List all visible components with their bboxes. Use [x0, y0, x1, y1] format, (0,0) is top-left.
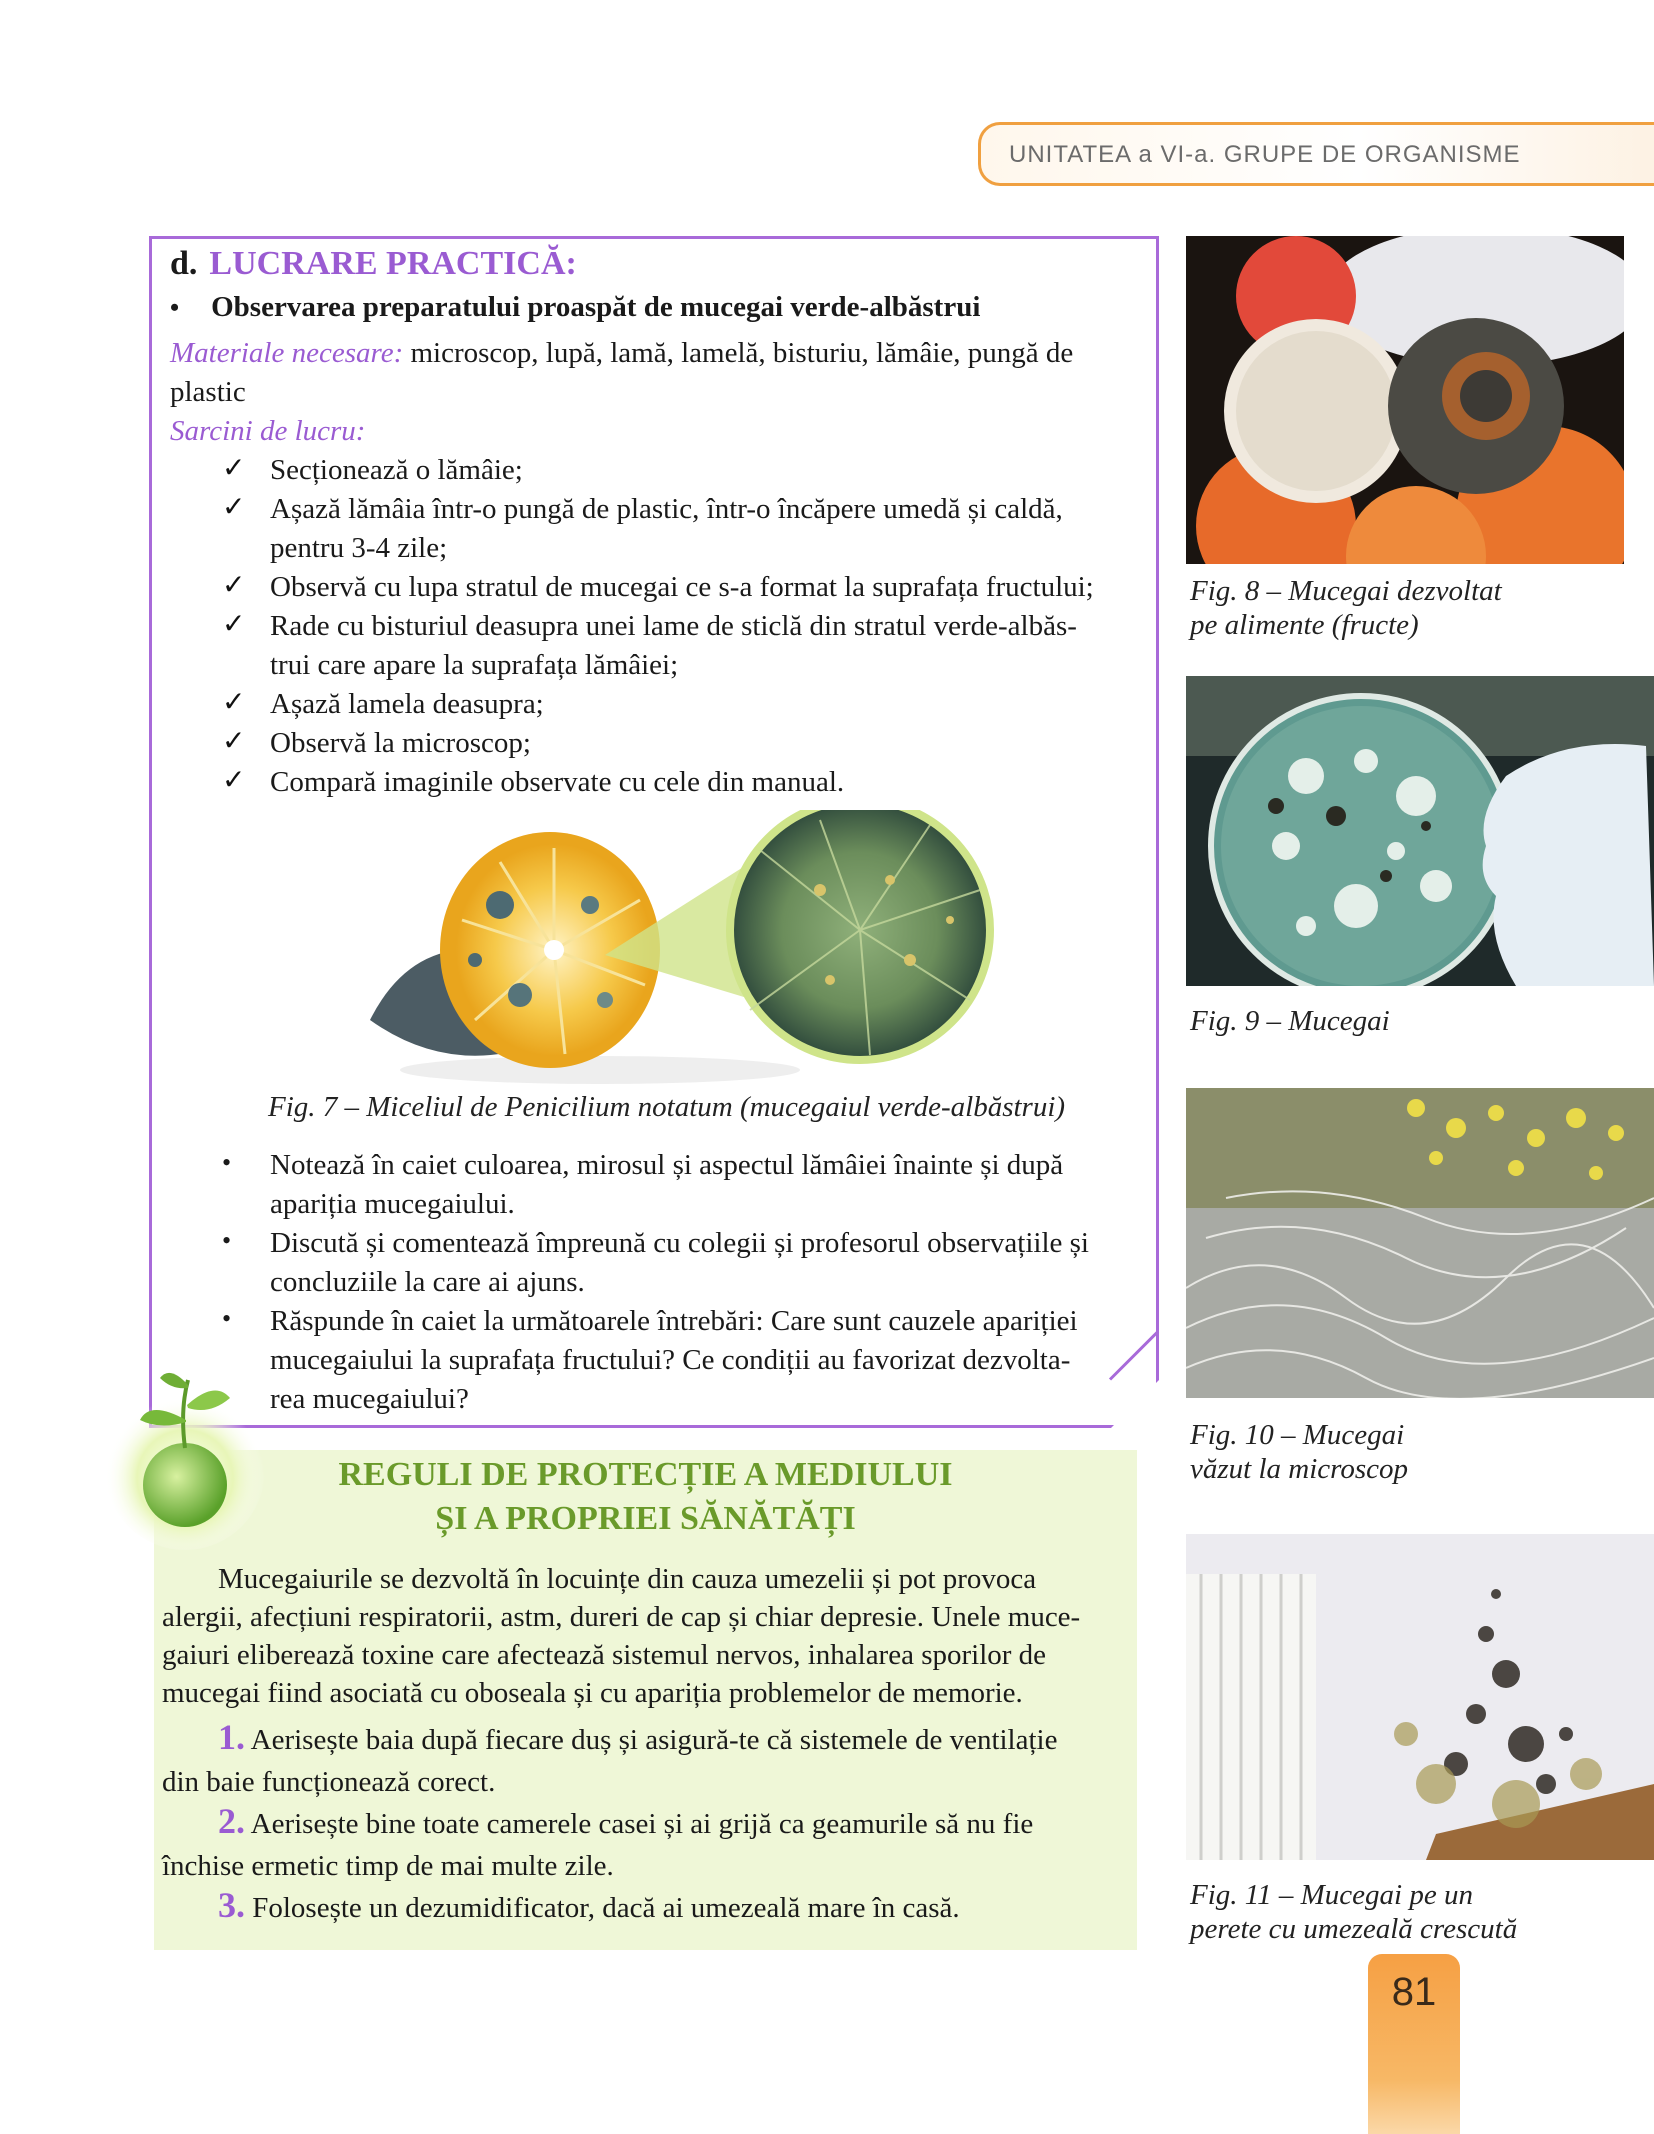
bullet: • [222, 1226, 232, 1255]
fig10-caption: Fig. 10 – Mucegai [1190, 1419, 1405, 1451]
rules-intro-cont: mucegai fiind asociată cu oboseala și cu apariția problemelor de memorie. [162, 1677, 1023, 1709]
check-icon: ✓ [222, 451, 246, 484]
fig9-caption: Fig. 9 – Mucegai [1190, 1005, 1390, 1037]
task-item: Așază lamela deasupra; [270, 688, 544, 720]
bullet: • [170, 293, 180, 322]
materials-text: microscop, lupă, lamă, lamelă, bisturiu, lămâie, pungă de [403, 337, 1074, 369]
check-icon: ✓ [222, 724, 246, 757]
section-letter: d. [170, 245, 198, 282]
practical-subtitle: Observarea preparatului proaspăt de mucegai verde-albăstrui [211, 291, 981, 323]
fig8-caption: Fig. 8 – Mucegai dezvoltat [1190, 575, 1502, 607]
rule-item-2 [218, 1802, 1033, 1844]
rule-number: 2. [218, 1801, 245, 1841]
after-item: Notează în caiet culoarea, mirosul și aspectul lămâiei înainte și după [270, 1149, 1064, 1181]
rules-title-line2: ȘI A PROPRIEI SĂNĂTĂȚI [435, 1500, 856, 1537]
task-item: Observă cu lupa stratul de mucegai ce s-a format la suprafața fructului; [270, 571, 1094, 603]
task-item: Așază lămâia într-o pungă de plastic, într-o încăpere umedă și caldă, [270, 493, 1063, 525]
rule-number: 1. [218, 1717, 245, 1757]
task-item: Secționează o lămâie; [270, 454, 523, 486]
rule-text: Folosește un dezumidificator, dacă ai umezeală mare în casă. [245, 1892, 960, 1924]
after-item-cont: concluziile la care ai ajuns. [270, 1266, 585, 1298]
bullet: • [222, 1304, 232, 1333]
check-icon: ✓ [222, 607, 246, 640]
materials-text-cont: plastic [170, 376, 246, 408]
check-icon: ✓ [222, 685, 246, 718]
after-item-cont: mucegaiului la suprafața fructului? Ce condiții au favorizat dezvolta- [270, 1344, 1071, 1376]
practical-subtitle-row [170, 288, 980, 327]
rule-item-3 [218, 1886, 960, 1928]
rules-intro: Mucegaiurile se dezvoltă în locuințe din cauza umezelii și pot provoca [218, 1563, 1037, 1595]
rule-text: Aerisește bine toate camerele casei și ai grijă ca geamurile să nu fie [245, 1808, 1034, 1840]
rule-item-2-cont: închise ermetic timp de mai multe zile. [162, 1850, 614, 1882]
rule-item-1-cont: din baie funcționează corect. [162, 1766, 496, 1798]
task-item: Compară imaginile observate cu cele din manual. [270, 766, 845, 798]
lemon-mold-illustration [350, 810, 1010, 1090]
materials-row [170, 334, 1073, 373]
rules-intro-cont: gaiuri eliberează toxine care afectează sistemul nervos, inhalarea sporilor de [162, 1639, 1047, 1671]
section-label: LUCRARE PRACTICĂ: [209, 245, 577, 282]
task-item: Observă la microscop; [270, 727, 531, 759]
unit-title: UNITATEA a VI-a. GRUPE DE ORGANISME [1009, 141, 1521, 168]
fig11-caption-cont: perete cu umezeală crescută [1190, 1913, 1518, 1945]
unit-header-tab [978, 122, 1654, 186]
fig11-caption: Fig. 11 – Mucegai pe un [1190, 1879, 1473, 1911]
check-icon: ✓ [222, 490, 246, 523]
rule-text: Aerisește baia după fiecare duș și asigură-te că sistemele de ventilație [245, 1724, 1058, 1756]
after-item: Răspunde în caiet la următoarele întrebări: Care sunt cauzele apariției [270, 1305, 1078, 1337]
fig10-caption-cont: văzut la microscop [1190, 1453, 1409, 1485]
fig8-caption-cont: pe alimente (fructe) [1190, 609, 1419, 641]
materials-label: Materiale necesare: [170, 337, 404, 369]
after-item: Discută și comentează împreună cu colegii și profesorul observațiile și [270, 1227, 1089, 1259]
rule-item-1 [218, 1718, 1057, 1760]
bullet: • [222, 1148, 232, 1177]
task-item-cont: pentru 3-4 zile; [270, 532, 448, 564]
fig7-caption: Fig. 7 – Miceliul de Penicilium notatum (mucegaiul verde-albăstrui) [268, 1091, 1066, 1123]
fig10-photo-mold-microscope [1186, 1088, 1654, 1398]
check-icon: ✓ [222, 568, 246, 601]
rules-title-line1: REGULI DE PROTECȚIE A MEDIULUI [338, 1456, 953, 1493]
task-item: Rade cu bisturiul deasupra unei lame de sticlă din stratul verde-albăs- [270, 610, 1077, 642]
tasks-label: Sarcini de lucru: [170, 415, 366, 447]
task-item-cont: trui care apare la suprafața lămâiei; [270, 649, 679, 681]
practical-title [170, 245, 577, 283]
rules-intro-cont: alergii, afecțiuni respiratorii, astm, dureri de cap și chiar depresie. Unele muce- [162, 1601, 1081, 1633]
fig9-photo-petri-dish [1186, 676, 1654, 986]
after-item-cont: apariția mucegaiului. [270, 1188, 515, 1220]
rule-number: 3. [218, 1885, 245, 1925]
after-item-cont: rea mucegaiului? [270, 1383, 469, 1415]
page-number: 81 [1391, 1970, 1437, 2014]
check-icon: ✓ [222, 763, 246, 796]
fig11-photo-wall-mold [1186, 1534, 1654, 1860]
fig8-photo-moldy-fruit [1186, 236, 1624, 564]
